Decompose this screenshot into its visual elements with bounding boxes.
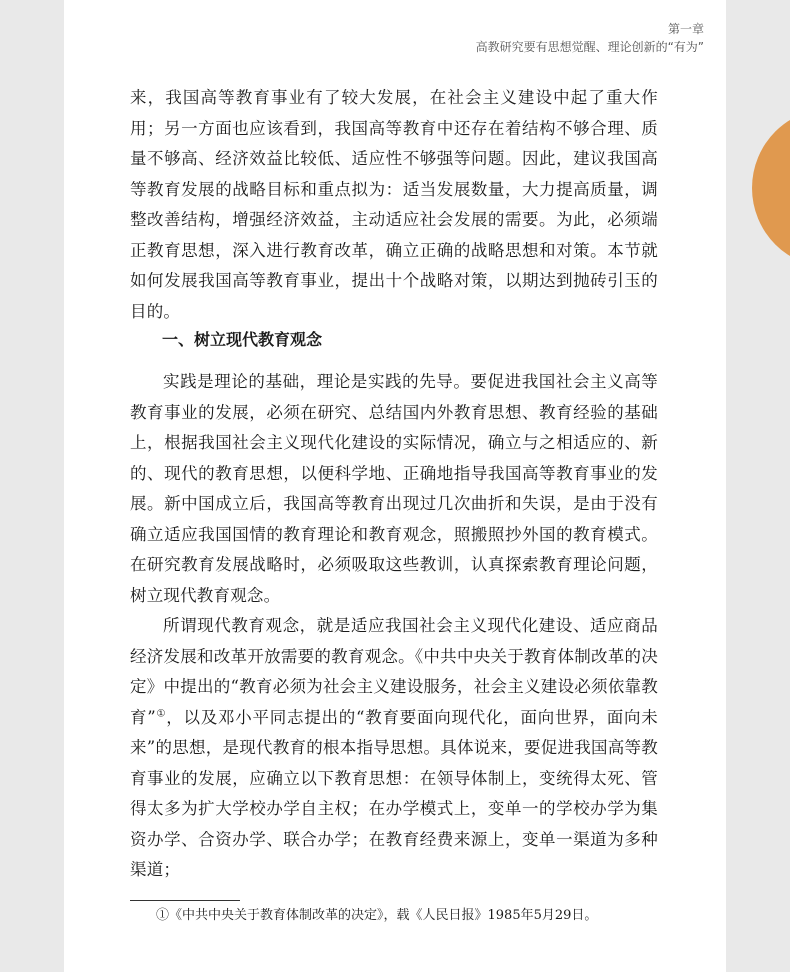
paragraph-2-part-1: 所谓现代教育观念，就是适应我国社会主义现代化建设、适应商品经济发展和改革开放需要的教育观念。《中共中央关于教育体制改革的决定》中提出的“教育必须为社会主义建设服务，社会主义建设必须依靠教育” (130, 616, 658, 727)
footnote-reference[interactable]: ① (155, 708, 167, 719)
section-paragraph-1: 实践是理论的基础，理论是实践的先导。要促进我国社会主义高等教育事业的发展，必须在研究、总结国内外教育思想、教育经验的基础上，根据我国社会主义现代化建设的实际情况，确立与之相适应的、新的、现代的教育思想，以便科学地、正确地指导我国高等教育事业的发展。新中国成立后，我国高等教育出现过几次曲折和失误，是由于没有确立适应我国国情的教育理论和教育观念，照搬照抄外国的教育模式。在研究教育发展战略时，必须吸取这些教训，认真探索教育理论问题，树立现代教育观念。 (130, 372, 658, 605)
section-paragraph-2 (130, 611, 658, 886)
section-body (130, 367, 658, 886)
chapter-subtitle: 高教研究要有思想觉醒、理论创新的“有为” (475, 40, 704, 54)
section-heading: 一、树立现代教育观念 (162, 330, 323, 349)
running-header (476, 20, 704, 56)
document-page (64, 0, 726, 972)
footnote-text: ①《中共中央关于教育体制改革的决定》，载《人民日报》1985年5月29日。 (156, 908, 598, 923)
decorative-circle (752, 108, 790, 268)
intro-block (130, 83, 658, 327)
intro-paragraph: 来，我国高等教育事业有了较大发展，在社会主义建设中起了重大作用；另一方面也应该看到，我国高等教育中还存在着结构不够合理、质量不够高、经济效益比较低、适应性不够强等问题。因此，建议我国高等教育发展的战略目标和重点拟为：适当发展数量，大力提高质量，调整改善结构，增强经济效益，主动适应社会发展的需要。为此，必须端正教育思想，深入进行教育改革，确立正确的战略思想和对策。本节就如何发展我国高等教育事业，提出十个战略对策，以期达到抛砖引玉的目的。 (130, 88, 658, 321)
paragraph-2-part-2: ，以及邓小平同志提出的“教育要面向现代化，面向世界，面向未来”的思想，是现代教育的根本指导思想。具体说来，要促进我国高等教育事业的发展，应确立以下教育思想：在领导体制上，变统得太死、管得太多为扩大学校办学自主权；在办学模式上，变单一的学校办学为集资办学、合资办学、联合办学；在教育经费来源上，变单一渠道为多种渠道； (130, 707, 658, 879)
footnote-divider (130, 900, 240, 901)
chapter-label: 第一章 (667, 22, 704, 36)
